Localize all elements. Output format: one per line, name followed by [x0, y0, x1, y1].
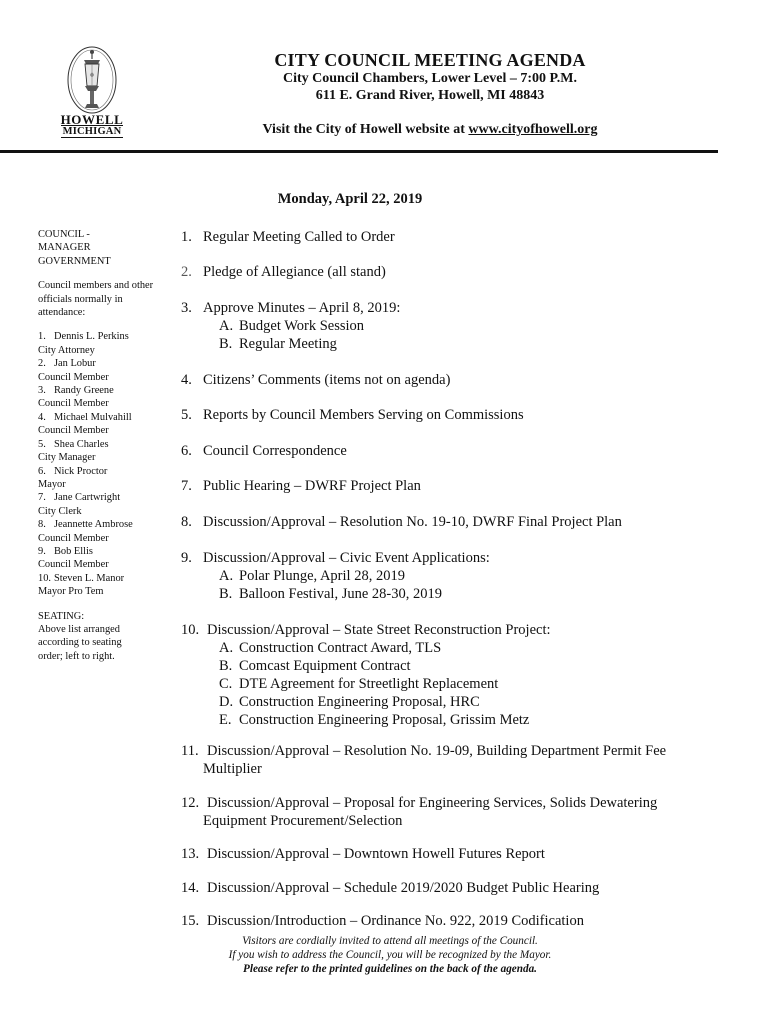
- agenda-item-text: Council Correspondence: [203, 443, 347, 459]
- agenda-item-line: [181, 742, 721, 760]
- agenda-subitem: [181, 693, 721, 711]
- footer-line-bold: Please refer to the printed guidelines on the back of the agenda.: [243, 963, 537, 975]
- agenda-item-line: [181, 879, 721, 897]
- website-link[interactable]: www.cityofhowell.org: [468, 122, 598, 137]
- agenda-item-line: [181, 406, 721, 424]
- agenda-subitem: [181, 335, 721, 353]
- member-entry: [38, 357, 168, 370]
- meeting-date: Monday, April 22, 2019: [277, 191, 423, 207]
- footer-line: If you wish to address the Council, you will be recognized by the Mayor.: [228, 949, 552, 961]
- member-number: 6.: [38, 465, 46, 477]
- agenda-item-line: [181, 371, 721, 389]
- member-number: 5.: [38, 438, 46, 450]
- agenda-item: [181, 549, 721, 603]
- agenda-subitem-letter: B.: [219, 336, 233, 352]
- logo-text-michigan: MICHIGAN: [62, 126, 122, 137]
- agenda-item: [181, 228, 721, 246]
- agenda-subitem: [181, 675, 721, 693]
- member-name: Jeannette Ambrose: [54, 519, 133, 531]
- sidebar: [38, 228, 168, 663]
- agenda-item-text: Regular Meeting Called to Order: [203, 229, 395, 245]
- agenda-item-line: [181, 845, 721, 863]
- member-entry: [38, 411, 168, 424]
- agenda-item-text: Discussion/Approval – Downtown Howell Futures Report: [207, 846, 545, 862]
- agenda-item-line: [181, 263, 721, 281]
- agenda-item-text: Reports by Council Members Serving on Commissions: [203, 407, 524, 423]
- member-entry: [38, 545, 168, 558]
- member-list: [38, 330, 168, 598]
- city-logo: [54, 44, 130, 136]
- agenda-item: [181, 621, 721, 729]
- member-entry: [38, 465, 168, 478]
- agenda-item: [181, 299, 721, 353]
- agenda-item-number: 15.: [181, 913, 200, 929]
- member-role: Mayor Pro Tem: [38, 586, 104, 598]
- agenda-item: [181, 912, 721, 930]
- agenda-item-text: Discussion/Approval – Schedule 2019/2020 Budget Public Hearing: [207, 880, 600, 896]
- agenda-item-number: 14.: [181, 880, 200, 896]
- attendance-note: Council members and other officials normally in attendance:: [38, 280, 154, 319]
- member-role: Council Member: [38, 532, 109, 544]
- agenda-item-line: [181, 912, 721, 930]
- agenda-subitem-letter: A.: [219, 640, 234, 656]
- agenda-item-text: Discussion/Introduction – Ordinance No. 922, 2019 Codification: [207, 913, 584, 929]
- agenda-subitem-text: Budget Work Session: [239, 318, 365, 334]
- sidebar-heading-line: GOVERNMENT: [38, 255, 111, 267]
- agenda-item-text: Pledge of Allegiance (all stand): [203, 264, 386, 280]
- sidebar-heading-line: MANAGER: [38, 242, 91, 254]
- member-number: 8.: [38, 519, 46, 531]
- agenda-item: [181, 794, 721, 830]
- member-number: 9.: [38, 545, 46, 557]
- agenda-item-number: 10.: [181, 622, 200, 638]
- agenda-item-number: 2.: [181, 264, 192, 280]
- footer-note: [150, 934, 630, 976]
- agenda-subitem-text: Regular Meeting: [239, 336, 337, 352]
- footer-line: Visitors are cordially invited to attend all meetings of the Council.: [242, 935, 538, 947]
- agenda-item-number: 12.: [181, 795, 200, 811]
- member-name: Nick Proctor: [54, 465, 108, 477]
- agenda-item: [181, 845, 721, 863]
- agenda-subitem-text: Construction Contract Award, TLS: [239, 640, 442, 656]
- member-entry: [38, 384, 168, 397]
- agenda-subitem: [181, 711, 721, 729]
- member-number: 3.: [38, 385, 46, 397]
- member-role: Council Member: [38, 371, 109, 383]
- member-name: Shea Charles: [54, 438, 109, 450]
- agenda-item-number: 5.: [181, 407, 192, 423]
- member-role: City Clerk: [38, 505, 82, 517]
- agenda-item-number: 8.: [181, 514, 192, 530]
- agenda-item: [181, 406, 721, 424]
- agenda-item: [181, 879, 721, 897]
- agenda-subitem-letter: D.: [219, 694, 234, 710]
- member-name: Randy Greene: [54, 385, 114, 397]
- member-number: 2.: [38, 358, 46, 370]
- member-entry: [38, 491, 168, 504]
- agenda-item-line: [181, 228, 721, 246]
- agenda-item-continuation: Equipment Procurement/Selection: [203, 813, 403, 829]
- member-name: Jane Cartwright: [54, 492, 121, 504]
- agenda-subitem-text: Construction Engineering Proposal, HRC: [239, 694, 480, 710]
- agenda-item-text: Approve Minutes – April 8, 2019:: [203, 300, 401, 316]
- logo-text-howell: HOWELL: [60, 112, 124, 127]
- agenda-subitem-text: Balloon Festival, June 28-30, 2019: [239, 586, 442, 602]
- agenda-item-line: [181, 299, 721, 317]
- member-number: 4.: [38, 411, 46, 423]
- agenda-item: [181, 263, 721, 281]
- agenda-item-text: Discussion/Approval – State Street Reconstruction Project:: [207, 622, 551, 638]
- agenda-subitem-letter: A.: [219, 568, 234, 584]
- agenda-subitem: [181, 317, 721, 335]
- member-entry: [38, 438, 168, 451]
- agenda-item-text: Citizens’ Comments (items not on agenda): [203, 372, 451, 388]
- agenda-item-text: Discussion/Approval – Proposal for Engineering Services, Solids Dewatering: [207, 795, 658, 811]
- agenda-subitem-text: Polar Plunge, April 28, 2019: [239, 568, 405, 584]
- agenda-item-line: [181, 477, 721, 495]
- agenda-item: [181, 742, 721, 778]
- member-entry: [38, 572, 168, 585]
- agenda-title: CITY COUNCIL MEETING AGENDA: [274, 50, 586, 70]
- agenda-item-text: Discussion/Approval – Resolution No. 19-09, Building Department Permit Fee: [207, 743, 667, 759]
- seating-line: Above list arranged: [38, 623, 120, 635]
- agenda-item-continuation: Multiplier: [203, 761, 262, 777]
- agenda-item-number: 13.: [181, 846, 200, 862]
- member-role: City Manager: [38, 452, 96, 464]
- agenda-item: [181, 477, 721, 495]
- sidebar-heading-line: COUNCIL -: [38, 229, 90, 240]
- agenda-subitem: [181, 585, 721, 603]
- agenda-item-text: Discussion/Approval – Civic Event Applications:: [203, 550, 490, 566]
- website-line: [180, 122, 680, 138]
- agenda-subitem-letter: B.: [219, 658, 233, 674]
- agenda-subitem-letter: A.: [219, 318, 234, 334]
- agenda-item-number: 1.: [181, 229, 192, 245]
- agenda-subitem: [181, 567, 721, 585]
- agenda-subitem-text: DTE Agreement for Streetlight Replacement: [239, 676, 499, 692]
- agenda-item: [181, 371, 721, 389]
- agenda-item-text: Discussion/Approval – Resolution No. 19-10, DWRF Final Project Plan: [203, 514, 622, 530]
- member-role: Mayor: [38, 478, 66, 490]
- seating-line: order; left to right.: [38, 650, 115, 662]
- member-role: Council Member: [38, 398, 109, 410]
- website-prefix: Visit the City of Howell website at: [262, 122, 465, 137]
- member-entry: [38, 518, 168, 531]
- member-entry: [38, 330, 168, 343]
- member-name: Bob Ellis: [54, 545, 93, 557]
- agenda-subitem-text: Comcast Equipment Contract: [239, 658, 411, 674]
- member-number: 7.: [38, 492, 46, 504]
- agenda-item-number: 11.: [181, 743, 199, 759]
- agenda-item-line: [181, 549, 721, 567]
- agenda-subitem-text: Construction Engineering Proposal, Grissim Metz: [239, 712, 530, 728]
- agenda-item-number: 7.: [181, 478, 192, 494]
- agenda-subitem-letter: B.: [219, 586, 233, 602]
- agenda-item: [181, 513, 721, 531]
- agenda-item-line: [181, 442, 721, 460]
- member-role: Council Member: [38, 425, 109, 437]
- meeting-address: 611 E. Grand River, Howell, MI 48843: [315, 88, 545, 103]
- member-name: Jan Lobur: [54, 358, 96, 370]
- member-name: Steven L. Manor: [54, 572, 125, 584]
- agenda-item-number: 3.: [181, 300, 192, 316]
- agenda-subitem-letter: E.: [219, 712, 232, 728]
- agenda-item-line: [181, 513, 721, 531]
- member-role: Council Member: [38, 559, 109, 571]
- agenda-subitem-letter: C.: [219, 676, 233, 692]
- member-number: 1.: [38, 331, 46, 343]
- agenda-subitem: [181, 639, 721, 657]
- agenda-item-text: Public Hearing – DWRF Project Plan: [203, 478, 421, 494]
- member-number: 10.: [38, 572, 51, 584]
- header-divider: [0, 150, 718, 153]
- agenda-item-number: 6.: [181, 443, 192, 459]
- seating-line: SEATING:: [38, 610, 85, 622]
- agenda-item-number: 4.: [181, 372, 192, 388]
- agenda-item-number: 9.: [181, 550, 192, 566]
- member-name: Michael Mulvahill: [54, 411, 132, 423]
- lantern-emblem-icon: [54, 44, 130, 114]
- meeting-location: City Council Chambers, Lower Level – 7:00 P.M.: [283, 71, 577, 86]
- member-role: City Attorney: [38, 344, 95, 356]
- agenda-subitem: [181, 657, 721, 675]
- agenda-item-line: [181, 794, 721, 812]
- member-name: Dennis L. Perkins: [54, 331, 129, 343]
- agenda-item-line: [181, 621, 721, 639]
- agenda-item: [181, 442, 721, 460]
- seating-line: according to seating: [38, 637, 122, 649]
